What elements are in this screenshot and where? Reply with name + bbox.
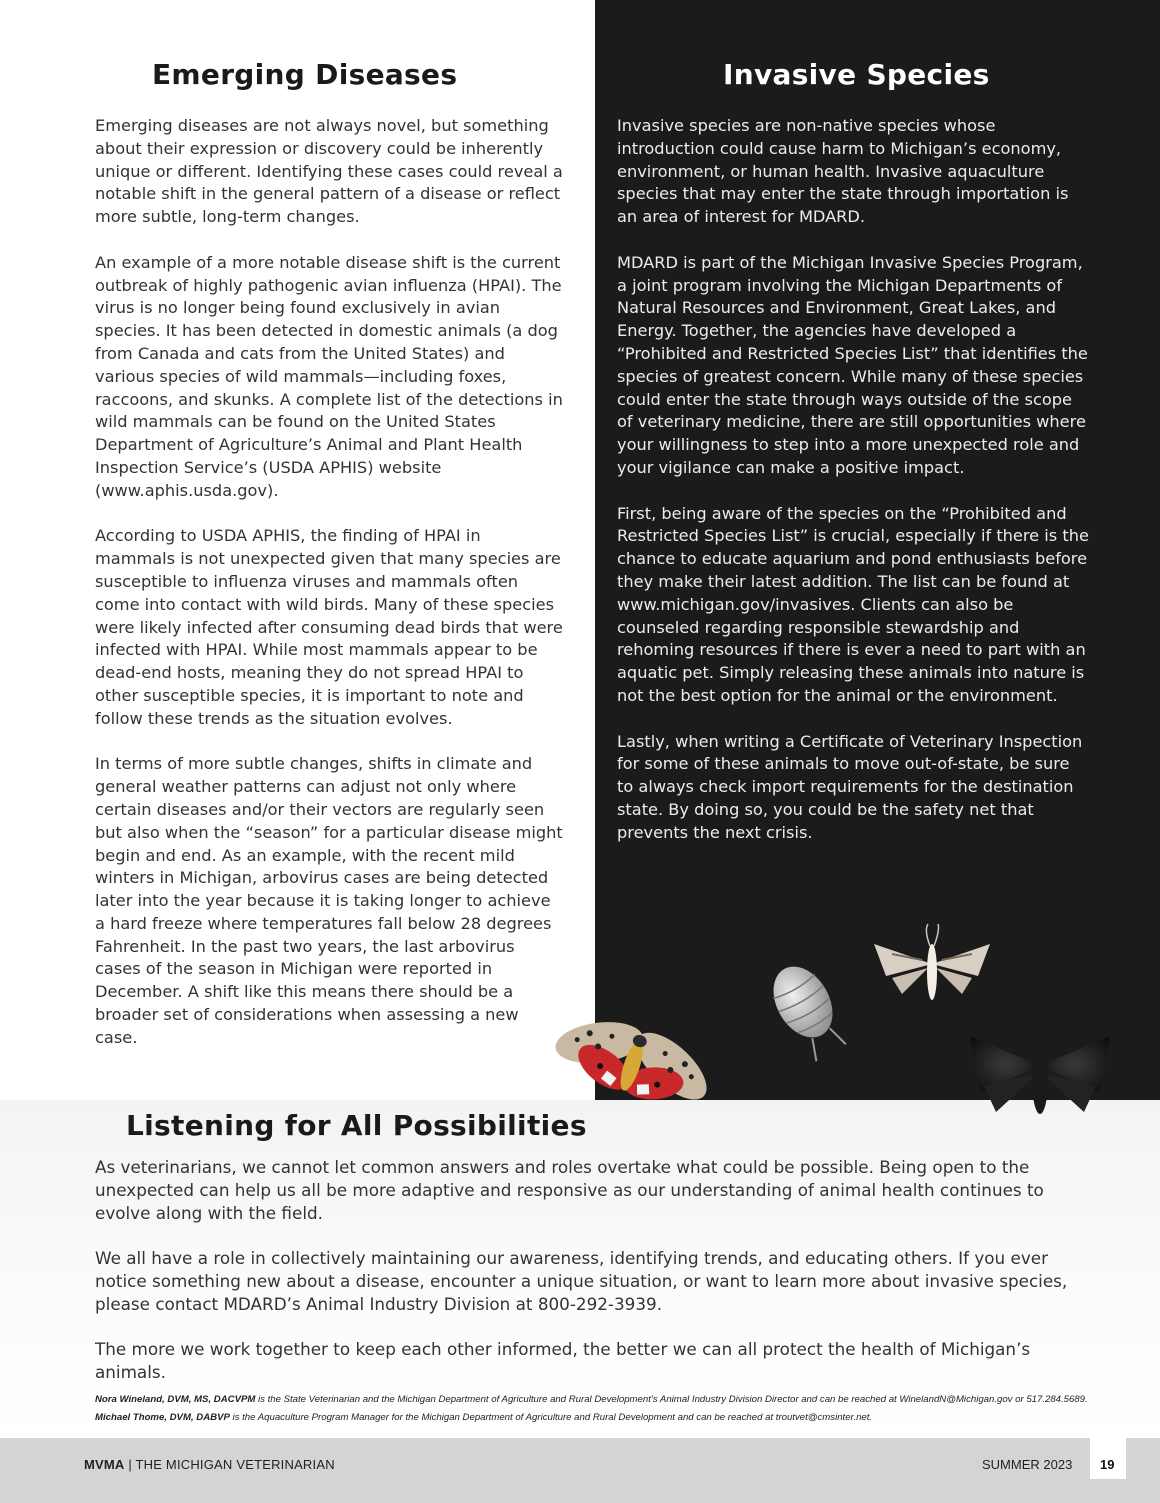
author-bio [95, 1409, 1095, 1427]
isopod-icon [761, 956, 854, 1065]
paragraph: Lastly, when writing a Certificate of Veterinary Inspection for some of these animals to move out-of-state, be sure to always check import requirements for the destination state. By doing so, you could be the safety net that prevents the next crisis. [617, 731, 1083, 842]
author-name: Nora Wineland, DVM, MS, DACVPM [95, 1394, 256, 1405]
page-number: 19 [1100, 1457, 1115, 1472]
footer-separator: | [128, 1457, 132, 1472]
author-description: is the State Veterinarian and the Michigan Department of Agriculture and Rural Development’s Animal Industry Division Director and can be reached at WinelandN@Michigan.gov or 517.284.5689. [255, 1394, 1088, 1405]
emerging-diseases-heading: Emerging Diseases [152, 58, 458, 91]
spotted-lanternfly-icon [545, 993, 729, 1126]
moth-icon [874, 924, 990, 1000]
paragraph: We all have a role in collectively maintaining our awareness, identifying trends, and educating others. If you ever notice something new about a disease, encounter a unique situation, or want to learn more about invasive species, please contact MDARD’s Animal Industry Division at 800-292-3939. [95, 1248, 1068, 1314]
issue-label: SUMMER 2023 [982, 1457, 1073, 1472]
author-bio [95, 1391, 1095, 1409]
publication-title [84, 1457, 335, 1472]
paragraph: An example of a more notable disease shift is the current outbreak of highly pathogenic avian influenza (HPAI). The virus is no longer being found exclusively in avian species. It has been detected in domestic animals (a dog from Canada and cats from the United States) and various species of wild mammals—including foxes, raccoons, and skunks. A complete list of the detections in wild mammals can be found on the United States Department of Agriculture’s Animal and Plant Health Inspection Service’s (USDA APHIS) website (www.aphis.usda.gov). [95, 252, 563, 500]
invasive-species-body [617, 115, 1089, 867]
emerging-diseases-body [95, 115, 565, 1072]
emerging-diseases-column [0, 0, 595, 1100]
dark-moth-icon [970, 1036, 1110, 1114]
listening-heading: Listening for All Possibilities [126, 1109, 587, 1142]
insect-illustrations [545, 920, 1135, 1130]
listening-body [95, 1156, 1095, 1407]
publication-name: THE MICHIGAN VETERINARIAN [135, 1457, 335, 1472]
paragraph: As veterinarians, we cannot let common answers and roles overtake what could be possible. Being open to the unexpected can help us all be more adaptive and responsive as our understanding of animal health continues to evolve along with the field. [95, 1157, 1044, 1223]
paragraph: Invasive species are non-native species whose introduction could cause harm to Michigan’s economy, environment, or human health. Invasive aquaculture species that may enter the state through importation is an area of interest for MDARD. [617, 116, 1069, 227]
author-name: Michael Thome, DVM, DABVP [95, 1412, 230, 1423]
author-bios [95, 1391, 1095, 1427]
paragraph: According to USDA APHIS, the finding of HPAI in mammals is not unexpected given that many species are susceptible to influenza viruses and mammals often come into contact with wild birds. Many of these species were likely infected after consuming dead birds that were infected with HPAI. While most mammals appear to be dead-end hosts, meaning they do not spread HPAI to other susceptible species, it is important to note and follow these trends as the situation evolves. [95, 526, 563, 728]
paragraph: First, being aware of the species on the “Prohibited and Restricted Species List” is crucial, especially if there is the chance to educate aquarium and pond enthusiasts before they make their latest addition. The list can be found at www.michigan.gov/invasives. Clients can also be counseled regarding responsible stewardship and rehoming resources if there is ever a need to part with an aquatic pet. Simply releasing these animals into nature is not the best option for the animal or the environment. [617, 503, 1089, 705]
paragraph: In terms of more subtle changes, shifts in climate and general weather patterns can adjust not only where certain diseases and/or their vectors are regularly seen but also when the “season” for a particular disease might begin and end. As an example, with the recent mild winters in Michigan, arbovirus cases are being detected later into the year because it is taking longer to achieve a hard freeze where temperatures fall below 28 degrees Fahrenheit. In the past two years, the last arbovirus cases of the season in Michigan were reported in December. A shift like this means there should be a broader set of considerations when assessing a new case. [95, 754, 563, 1047]
org-name: MVMA [84, 1457, 125, 1472]
paragraph: MDARD is part of the Michigan Invasive Species Program, a joint program involving the Michigan Departments of Natural Resources and Environment, Great Lakes, and Energy. Together, the agencies have developed a “Prohibited and Restricted Species List” that identifies the species of greatest concern. While many of these species could enter the state through ways outside of the scope of veterinary medicine, there are still opportunities where your willingness to step into a more unexpected role and your vigilance can make a positive impact. [617, 252, 1088, 477]
page-footer [0, 1438, 1160, 1503]
invasive-species-heading: Invasive Species [723, 58, 990, 91]
author-description: is the Aquaculture Program Manager for the Michigan Department of Agriculture and Rural Development and can be reached at troutvet@cmsinter.net. [229, 1412, 873, 1423]
listening-section [0, 1100, 1160, 1438]
paragraph: Emerging diseases are not always novel, but something about their expression or discovery could be inherently unique or different. Identifying these cases could reveal a notable shift in the general pattern of a disease or reflect more subtle, long-term changes. [95, 116, 563, 227]
paragraph: The more we work together to keep each other informed, the better we can all protect the health of Michigan’s animals. [95, 1339, 1031, 1383]
